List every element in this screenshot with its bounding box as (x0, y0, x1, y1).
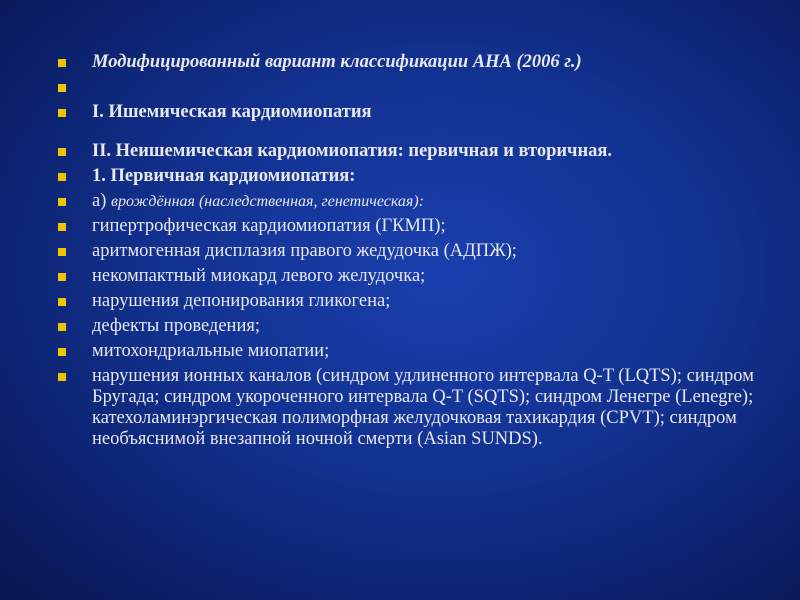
section-non-ischemic: II. Неишемическая кардиомиопатия: первичная и вторичная. (92, 141, 613, 161)
list-item (58, 102, 778, 123)
list-item (58, 216, 778, 237)
square-bullet-icon (58, 298, 66, 306)
section-ischemic: I. Ишемическая кардиомиопатия (92, 102, 372, 122)
item-text: гипертрофическая кардиомиопатия (ГКМП); (92, 216, 446, 236)
list-item (58, 191, 778, 212)
square-bullet-icon (58, 348, 66, 356)
classification-heading: Модифицированный вариант классификации АНА (2006 г.) (92, 52, 582, 72)
list-item (58, 77, 778, 98)
list-item (58, 141, 778, 162)
item-text: нарушения депонирования гликогена; (92, 291, 391, 311)
item-congenital: врождённая (наследственная, генетическая): (111, 193, 425, 210)
bullet-list (58, 52, 778, 454)
square-bullet-icon (58, 323, 66, 331)
square-bullet-icon (58, 273, 66, 281)
list-item (58, 316, 778, 337)
list-item (58, 241, 778, 262)
square-bullet-icon (58, 223, 66, 231)
square-bullet-icon (58, 373, 66, 381)
list-item (58, 341, 778, 362)
square-bullet-icon (58, 59, 66, 67)
item-text: аритмогенная дисплазия правого жедудочка (АДПЖ); (92, 241, 517, 261)
list-item (58, 52, 778, 73)
item-text: митохондриальные миопатии; (92, 341, 330, 361)
item-prefix: а) (92, 191, 111, 211)
list-item (58, 291, 778, 312)
item-text: дефекты проведения; (92, 316, 260, 336)
square-bullet-icon (58, 84, 66, 92)
square-bullet-icon (58, 109, 66, 117)
list-item (58, 266, 778, 287)
list-item (58, 166, 778, 187)
square-bullet-icon (58, 248, 66, 256)
list-item (58, 366, 778, 450)
square-bullet-icon (58, 198, 66, 206)
subsection-primary: 1. Первичная кардиомиопатия: (92, 166, 356, 186)
item-text: нарушения ионных каналов (синдром удлиненного интервала Q-T (LQTS); синдром Бругада; синдром укороченного интервала Q-T (SQTS); синдром Ленегре (Lenegre); катехоламинэргическая полиморфная желудочковая тахикардия (CPVT); синдром необъяснимой внезапной ночной смерти (Asian SUNDS). (92, 366, 754, 449)
item-text: некомпактный миокард левого желудочка; (92, 266, 426, 286)
square-bullet-icon (58, 173, 66, 181)
square-bullet-icon (58, 148, 66, 156)
